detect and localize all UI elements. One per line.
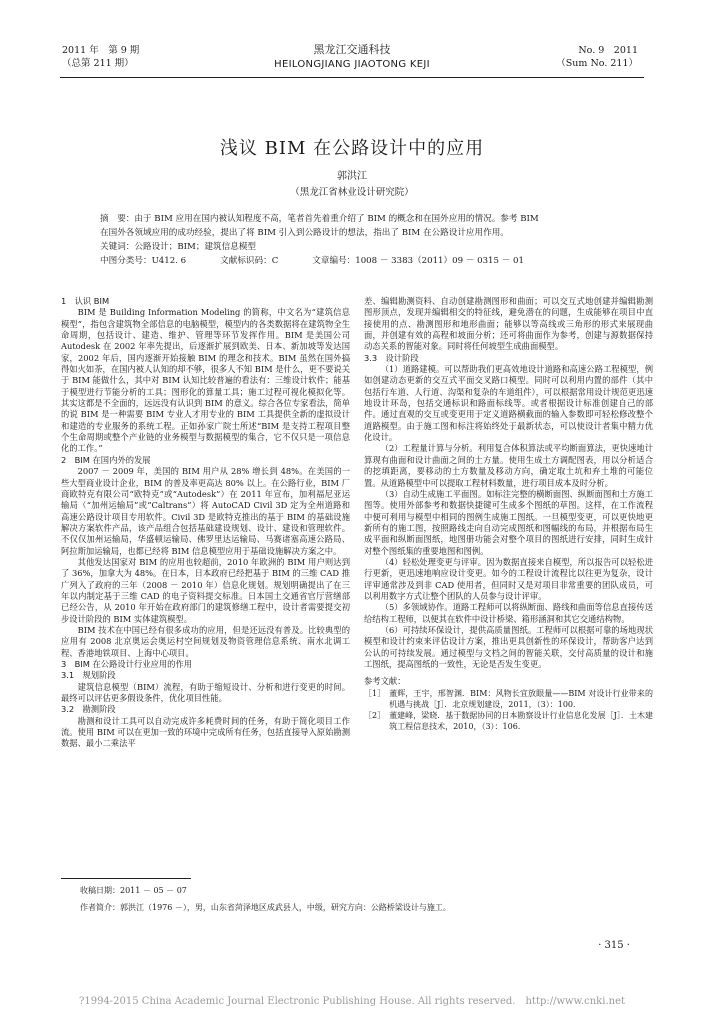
article-number: 文章编号：1008 － 3383（2011）09 － 0315 － 01: [312, 256, 524, 266]
reference-text: 董辉，王宇，邢智渊．BIM：风物长宜放眼量——BIM 对设计行业带来的机遇与挑战［J］．北京规划建设，2011，（3）：100.: [389, 688, 653, 709]
header-number: [556, 44, 638, 70]
received-date: 收稿日期：2011 － 05 － 07: [80, 886, 187, 895]
left-column: [61, 296, 350, 750]
section-2-paragraph-2: 其他发达国家对 BIM 的应用也较超前，2010 年欧洲的 BIM 用户则达到了 36%，加拿大为 48%。在日本，日本政府已经把基于 BIM 的三维 CAD 推广列入了政府的三年（2008 － 2010 年）信息化规划。规划明确提出了在三年以内制定基于三维 CAD 的电子资料提交标准。日本国土交通省官厅营缮部已经公告，从 2010 年开始在政府部门的建筑修缮工程中，设计者需要提交初步设计阶段的 BIM 实体建筑模型。: [61, 556, 350, 624]
abstract-line-1: [100, 212, 600, 226]
journal-name-cn: 黑龙江交通科技: [313, 43, 391, 56]
section-3-1-heading: 3.1 规划阶段: [61, 670, 116, 681]
article-affiliation: （黑龙江省林业设计研究院）: [290, 187, 414, 198]
reference-text: 董建峰，梁晓．基于数据协同的日本勘察设计行业信息化发展［J］．土木建筑工程信息技术，2010，（3）：106.: [389, 710, 653, 731]
abstract-label: 摘 要：: [100, 214, 135, 224]
design-item-6: （6）可持续环保设计，提供高质量图纸。工程师可以根据可靠的场地现状模型和设计约束来评估设计方案，推出更具创新性的环保设计，帮助客户达到公认的可持续发展。通过模型与文档之间的智能关联，交付高质量的设计和施工图纸，提高图纸的一致性，无论是否发生变更。: [364, 624, 653, 669]
section-3-3-heading: 3.3 设计阶段: [364, 352, 419, 363]
design-item-5: （5）多领域协作。道路工程师可以将纵断面、路线和曲面等信息直接传送给结构工程师，以便其在软件中设计桥梁、箱形涵洞和其它交通结构物。: [364, 602, 653, 624]
section-2-paragraph-3: BIM 技术在中国已经有很多成功的应用，但是还远没有普及。比较典型的应用有 2008 北京奥运会奥运村空间规划及物资管理信息系统、南水北调工程、香港地铁项目、上海中心项目。: [61, 624, 350, 658]
keywords: 关键词：公路设计；BIM；建筑信息模型: [100, 242, 257, 252]
footnote: [80, 882, 451, 916]
section-2-heading: 2 BIM 在国内外的发展: [61, 454, 151, 465]
design-item-3: （3）自动生成施工平面图。如标注完整的横断面图、纵断面图和土方施工图等。使用外部参考和数据快捷键可生成多个图纸的草图。这样，在工作流程中便可利用与模型中相同的图例生成施工图纸。一旦模型变更，可以更快地更新所有的施工图，按照路线走向自动完成图纸和图幅线的布局，并根据布局生成平面和纵断面图纸，地图册功能会对整个项目的图纸进行安排，同时生成针对整个图纸集的重要地图和图例。: [364, 488, 653, 556]
page-number: · 315 ·: [598, 940, 630, 951]
classification-row: [100, 254, 600, 268]
design-item-2: （2）工程量计算与分析。利用复合体积算法或平均断面算法，更快速地计算现有曲面和设计曲面之间的土方量。使用生成土方调配图表，用以分析适合的挖填距离，要移动的土方数量及移动方向，确定取土坑和弃土堆的可能位置。从道路模型中可以提取工程材料数量，进行项目成本及时分析。: [364, 443, 653, 488]
section-3-2-paragraph: 勘测和设计工具可以自动完成许多耗费时间的任务，有助于简化项目工作流。使用 BIM 可以在更加一致的环境中完成所有任务，包括直接导入原始勘测数据、最小二乘法平: [61, 715, 350, 749]
abstract-text-1: 由于 BIM 应用在国内被认知程度不高，笔者首先着重介绍了 BIM 的概念和在国外应用的情况。参考 BIM: [134, 214, 539, 224]
abstract-line-2: 在国外各领域应用的成功经验，提出了将 BIM 引入到公路设计的想法，指出了 BIM 在公路设计应用作用。: [100, 228, 509, 238]
section-2-paragraph-1: 2007 － 2009 年，美国的 BIM 用户从 28% 增长到 48%。在美国的一些大型商业设计企业，BIM 的普及率更高达 80% 以上。在公路行业，BIM 厂商欧特克有限公司“欧特克”或“Autodesk”）在 2011 年宣布，加利福尼亚运输局（“加州运输局”或“Caltrans”）将 AutoCAD Civil 3D 定为全州道路和高速公路设计项目专用软件。Civil 3D 是欧特克推出的基于 BIM 的基础设施解决方案软件产品，该产品组合包括基础建设规划、设计、建设和管理软件。不仅仅加州运输局，华盛顿运输局、佛罗里达运输局、马赛诸塞高速公路局、阿拉斯加运输局，也都已经将 BIM 信息模型应用于基础设施解决方案之中。: [61, 466, 350, 556]
author-bio: 作者简介：郭洪江（1976 －），男，山东省菏泽地区成武县人，中级，研究方向：公路桥梁设计与施工。: [80, 903, 451, 912]
section-3-1-paragraph: 建筑信息模型（BIM）流程，有助于缩短设计、分析和进行变更的时间。最终可以评估更多假设条件，优化项目性能。: [61, 681, 350, 704]
reference-item: [364, 710, 653, 732]
reference-number: ［1］: [364, 688, 386, 698]
abstract-block: [100, 212, 600, 268]
footnote-rule: [61, 878, 191, 879]
section-3-2-heading: 3.2 勘测阶段: [61, 704, 116, 715]
journal-name-en: HEILONGJIANG JIAOTONG KEJI: [274, 59, 430, 70]
document-code: 文献标识码：C: [220, 256, 279, 266]
header-sum-number-line: （Sum No. 211）: [556, 58, 638, 69]
header-number-line: No. 9 2011: [578, 45, 638, 56]
section-1-paragraph: BIM 是 Building Information Modeling 的简称，中文名为“建筑信息模型”，指包含建筑物全部信息的电脑模型，模型内的各类数据将在建筑物全生命周期，包括设计、建造、维护、管理等环节发挥作用。BIM 是美国公司 Autodesk 在 2002 年率先提出，后逐渐扩展到欧美、日本、新加坡等发达国家，2002 年后，国内逐渐开始接触 BIM 的理念和技术。BIM 虽然在国外搞得如火如荼，在国内被人认知的却不够，很多人不知 BIM 是什么，更不要说关于 BIM 能做什么，其中对 BIM 认知比较普遍的看法有：三维设计软件；能基于模型进行节能分析的工具；图形化的算量工具；施工过程可视化模拟化等。其实这都是不全面的，远远没有认识到 BIM 的意义。综合各位专家看法，简单的说 BIM 是一种需要 BIM 专业人才用专业的 BIM 工具提供全新的虚拟设计和建造的专业服务的系统工程。正如孙家广院士所述“BIM 是支持工程项目整个生命周期或整个产业链的业务模型与数据模型的集合，它不仅只是一项信息化的工作。”: [61, 307, 350, 454]
section-3-2-continued: 差、编辑勘测资料、自动创建勘测图形和曲面；可以交互式地创建并编辑勘测图形顶点，发现并编辑相交的特征线，避免潜在的问题，生成能够在项目中直接使用的点、勘测图形和地形曲面；能够以等高线或三角形的形式来展现曲面，并创建有效的高程和坡面分析；还可将曲面作为参考，创建与源数据保持动态关系的智能对象。同时将任何坡型生成曲面模型。: [364, 296, 653, 352]
header-issue-line: 2011 年 第 9 期: [62, 45, 140, 56]
section-1-heading: 1 认识 BIM: [61, 296, 110, 306]
clc-number: 中图分类号：U412. 6: [100, 256, 187, 266]
reference-number: ［2］: [364, 710, 386, 720]
header-total-issue-line: （总第 211 期）: [62, 58, 134, 69]
article-title: 浅议 BIM 在公路设计中的应用: [219, 138, 485, 159]
right-column: [364, 296, 653, 732]
article-author: 郭洪江: [337, 171, 367, 182]
header-rule: [60, 77, 644, 78]
references-heading: 参考文献：: [364, 676, 406, 687]
copyright-notice: ?1994-2015 China Academic Journal Electronic Publishing House. All rights reserved. http://www.cnki.net: [78, 996, 625, 1007]
reference-item: [364, 688, 653, 710]
section-3-heading: 3 BIM 在公路设计行业应用的作用: [61, 659, 193, 669]
design-item-1: （1）道路建模。可以帮助我们更高效地设计道路和高速公路工程模型，例如创建动态更新的交互式平面交叉路口模型。同时可以利用内置的部件（其中包括行车道、人行道、沟渠和复杂的车道组件），可以根据常用设计规范更迅速地设计环岛，包括交通标识和路面标线等。或者根据设计标准创建自己的部件。通过直观的交互或变更用于定义道路横截面的输入参数即可轻松修改整个道路模型。由于施工图和标注将始终处于最新状态，可以使设计者集中精力优化设计。: [364, 364, 653, 443]
design-item-4: （4）轻松处理变更与评审。因为数据直接来自模型，所以报告可以轻松进行更新，更迅速地响应设计变更。如今的工程设计流程比以往更为复杂，设计评审通常涉及到非 CAD 使用者，但同时又是对项目非常重要的团队成员，可以利用数字方式让整个团队的人员参与设计评审。: [364, 556, 653, 601]
